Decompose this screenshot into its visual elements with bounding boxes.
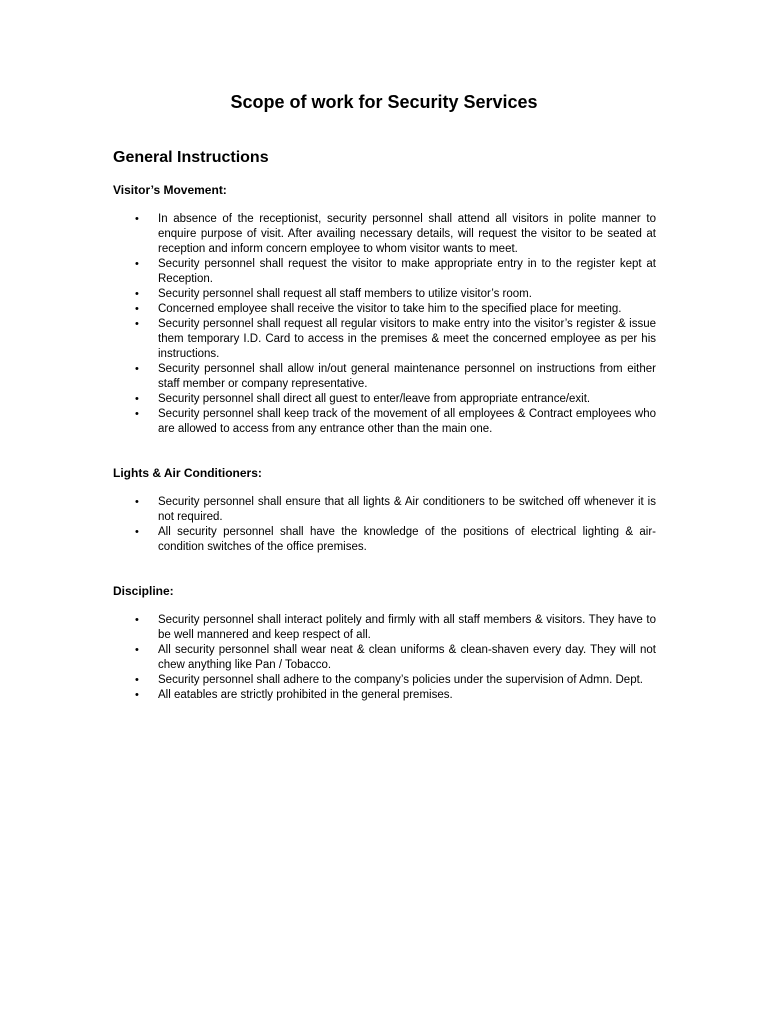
bullet-icon: • <box>135 288 139 300</box>
list-item-text: Security personnel shall adhere to the company’s policies under the supervision of Admn. Dept. <box>158 674 643 686</box>
bullet-icon: • <box>135 644 139 656</box>
list-item <box>113 613 656 643</box>
list-item-text: Security personnel shall request all staff members to utilize visitor’s room. <box>158 288 532 300</box>
list-item <box>113 212 656 257</box>
list-item-text: Security personnel shall keep track of the movement of all employees & Contract employees who are allowed to access from any entrance other than the main one. <box>158 408 656 435</box>
list-item-text: Security personnel shall ensure that all lights & Air conditioners to be switched off whenever it is not required. <box>158 496 656 523</box>
lights-air-conditioners-list <box>113 495 656 555</box>
list-item-text: Security personnel shall direct all guest to enter/leave from appropriate entrance/exit. <box>158 393 591 405</box>
list-item <box>113 362 656 392</box>
bullet-icon: • <box>135 303 139 315</box>
list-item <box>113 525 656 555</box>
list-item-text: Security personnel shall allow in/out general maintenance personnel on instructions from either staff member or company representative. <box>158 363 656 390</box>
bullet-icon: • <box>135 318 139 330</box>
list-item <box>113 392 656 407</box>
bullet-icon: • <box>135 496 139 508</box>
list-item-text: Security personnel shall interact politely and firmly with all staff members & visitors. They have to be well mannered and keep respect of all. <box>158 614 656 641</box>
bullet-icon: • <box>135 408 139 420</box>
list-item <box>113 287 656 302</box>
subheading-discipline: Discipline: <box>113 584 174 598</box>
bullet-icon: • <box>135 213 139 225</box>
list-item <box>113 302 656 317</box>
list-item <box>113 688 656 703</box>
list-item-text: Concerned employee shall receive the visitor to take him to the specified place for meeting. <box>158 303 622 315</box>
document-title: Scope of work for Security Services <box>230 92 538 112</box>
list-item-text: In absence of the receptionist, security personnel shall attend all visitors in polite manner to enquire purpose of visit. After availing necessary details, will request the visitor to be seated at reception and inform concern employee to whom visitor wants to meet. <box>158 213 656 255</box>
bullet-icon: • <box>135 363 139 375</box>
list-item-text: All eatables are strictly prohibited in the general premises. <box>158 689 453 701</box>
bullet-icon: • <box>135 393 139 405</box>
bullet-icon: • <box>135 258 139 270</box>
list-item-text: Security personnel shall request all regular visitors to make entry into the visitor’s register & issue them temporary I.D. Card to access in the premises & meet the concerned employee as per his instructions. <box>158 318 656 360</box>
bullet-icon: • <box>135 674 139 686</box>
visitors-movement-list <box>113 212 656 437</box>
list-item-text: Security personnel shall request the visitor to make appropriate entry in to the register kept at Reception. <box>158 258 656 285</box>
list-item <box>113 643 656 673</box>
bullet-icon: • <box>135 689 139 701</box>
list-item <box>113 407 656 437</box>
discipline-list <box>113 613 656 703</box>
subheading-visitors-movement: Visitor’s Movement: <box>113 183 227 197</box>
list-item <box>113 673 656 688</box>
list-item-text: All security personnel shall have the knowledge of the positions of electrical lighting & air-condition switches of the office premises. <box>158 526 656 553</box>
list-item <box>113 257 656 287</box>
list-item-text: All security personnel shall wear neat & clean uniforms & clean-shaven every day. They will not chew anything like Pan / Tobacco. <box>158 644 656 671</box>
subheading-lights-air-conditioners: Lights & Air Conditioners: <box>113 466 262 480</box>
list-item <box>113 317 656 362</box>
list-item <box>113 495 656 525</box>
section-heading-general-instructions: General Instructions <box>113 149 269 166</box>
bullet-icon: • <box>135 526 139 538</box>
bullet-icon: • <box>135 614 139 626</box>
